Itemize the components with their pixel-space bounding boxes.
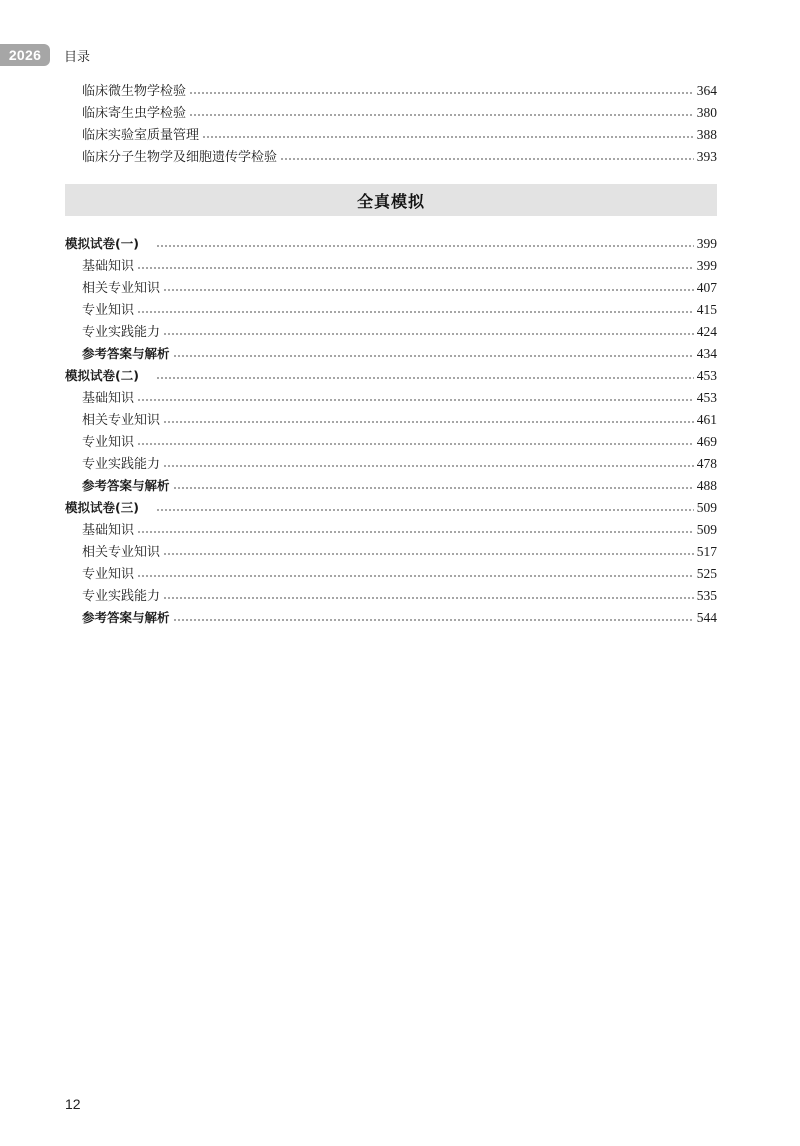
toc-entry-page: 517	[696, 544, 717, 559]
toc-entry-answers[interactable]	[65, 607, 717, 629]
dot-leader	[189, 107, 694, 117]
dot-leader	[156, 238, 694, 248]
toc-entry-title: 基础知识	[82, 391, 135, 406]
dot-leader	[137, 524, 694, 534]
toc-exam-list	[65, 233, 717, 629]
toc-entry-title: 参考答案与解析	[82, 478, 170, 493]
dot-leader	[173, 348, 694, 358]
toc-entry-title: 相关专业知识	[82, 281, 161, 296]
toc-entry[interactable]	[65, 563, 717, 585]
toc-entry[interactable]	[65, 277, 717, 299]
toc-exam-entry[interactable]	[65, 233, 717, 255]
dot-leader	[189, 85, 694, 95]
toc-entry-page: 461	[696, 412, 717, 427]
toc-entry-title: 专业知识	[82, 567, 135, 582]
toc-exam-page: 399	[696, 236, 717, 251]
toc-entry-page: 478	[696, 456, 717, 471]
toc-entry-page: 399	[696, 258, 717, 273]
dot-leader	[280, 151, 694, 161]
toc-entry-title: 临床微生物学检验	[82, 84, 187, 99]
toc-entry[interactable]	[65, 80, 717, 102]
toc-entry-title: 相关专业知识	[82, 413, 161, 428]
section-title: 全真模拟	[356, 191, 425, 211]
toc-entry-page: 544	[696, 610, 717, 625]
toc-entry[interactable]	[65, 387, 717, 409]
toc-entry-title: 临床寄生虫学检验	[82, 106, 187, 121]
dot-leader	[163, 326, 694, 336]
toc-exam-title: 模拟试卷(三)	[65, 500, 139, 515]
toc-entry[interactable]	[65, 453, 717, 475]
dot-leader	[173, 480, 694, 490]
toc-entry[interactable]	[65, 255, 717, 277]
toc-entry-page: 469	[696, 434, 717, 449]
toc-entry-page: 434	[696, 346, 717, 361]
dot-leader	[156, 502, 694, 512]
toc-exam-title: 模拟试卷(一)	[65, 236, 139, 251]
toc-entry[interactable]	[65, 299, 717, 321]
toc-entry-page: 407	[696, 280, 717, 295]
toc-entry-page: 509	[696, 522, 717, 537]
toc-entry-title: 参考答案与解析	[82, 346, 170, 361]
toc-entry-page: 415	[696, 302, 717, 317]
toc-entry[interactable]	[65, 124, 717, 146]
toc-entry-title: 专业实践能力	[82, 589, 161, 604]
dot-leader	[163, 546, 694, 556]
toc-top-list	[65, 80, 717, 168]
toc-entry-title: 相关专业知识	[82, 545, 161, 560]
dot-leader	[163, 282, 694, 292]
toc-entry-answers[interactable]	[65, 343, 717, 365]
dot-leader	[137, 392, 694, 402]
dot-leader	[137, 568, 694, 578]
toc-entry-page: 364	[696, 83, 717, 98]
dot-leader	[156, 370, 694, 380]
toc-exam-page: 509	[696, 500, 717, 515]
dot-leader	[137, 304, 694, 314]
toc-entry-page: 388	[696, 127, 717, 142]
toc-entry-title: 专业知识	[82, 435, 135, 450]
dot-leader	[202, 129, 694, 139]
toc-entry-title: 专业实践能力	[82, 457, 161, 472]
header-title: 目录	[64, 49, 91, 65]
dot-leader	[173, 612, 694, 622]
year-badge: 2026	[0, 44, 50, 66]
dot-leader	[163, 458, 694, 468]
toc-entry[interactable]	[65, 541, 717, 563]
section-banner	[65, 184, 717, 216]
toc-entry-page: 453	[696, 390, 717, 405]
toc-entry-answers[interactable]	[65, 475, 717, 497]
toc-exam-entry[interactable]	[65, 365, 717, 387]
dot-leader	[137, 436, 694, 446]
toc-entry[interactable]	[65, 102, 717, 124]
toc-entry[interactable]	[65, 146, 717, 168]
toc-entry-page: 380	[696, 105, 717, 120]
toc-entry[interactable]	[65, 431, 717, 453]
dot-leader	[163, 414, 694, 424]
toc-entry-page: 393	[696, 149, 717, 164]
toc-entry[interactable]	[65, 409, 717, 431]
toc-entry-title: 基础知识	[82, 523, 135, 538]
toc-exam-title: 模拟试卷(二)	[65, 368, 139, 383]
page-number: 12	[65, 1096, 81, 1112]
toc-entry-page: 488	[696, 478, 717, 493]
toc-entry-page: 525	[696, 566, 717, 581]
toc-entry-title: 临床分子生物学及细胞遗传学检验	[82, 150, 278, 165]
toc-exam-entry[interactable]	[65, 497, 717, 519]
toc-entry-title: 基础知识	[82, 259, 135, 274]
toc-entry-page: 535	[696, 588, 717, 603]
dot-leader	[163, 590, 694, 600]
dot-leader	[137, 260, 694, 270]
toc-entry[interactable]	[65, 321, 717, 343]
toc-entry-title: 参考答案与解析	[82, 610, 170, 625]
toc-entry-title: 专业知识	[82, 303, 135, 318]
page-header	[0, 44, 90, 66]
toc-entry-title: 专业实践能力	[82, 325, 161, 340]
toc-entry[interactable]	[65, 585, 717, 607]
toc-entry[interactable]	[65, 519, 717, 541]
toc-entry-title: 临床实验室质量管理	[82, 128, 200, 143]
toc-entry-page: 424	[696, 324, 717, 339]
toc-exam-page: 453	[696, 368, 717, 383]
